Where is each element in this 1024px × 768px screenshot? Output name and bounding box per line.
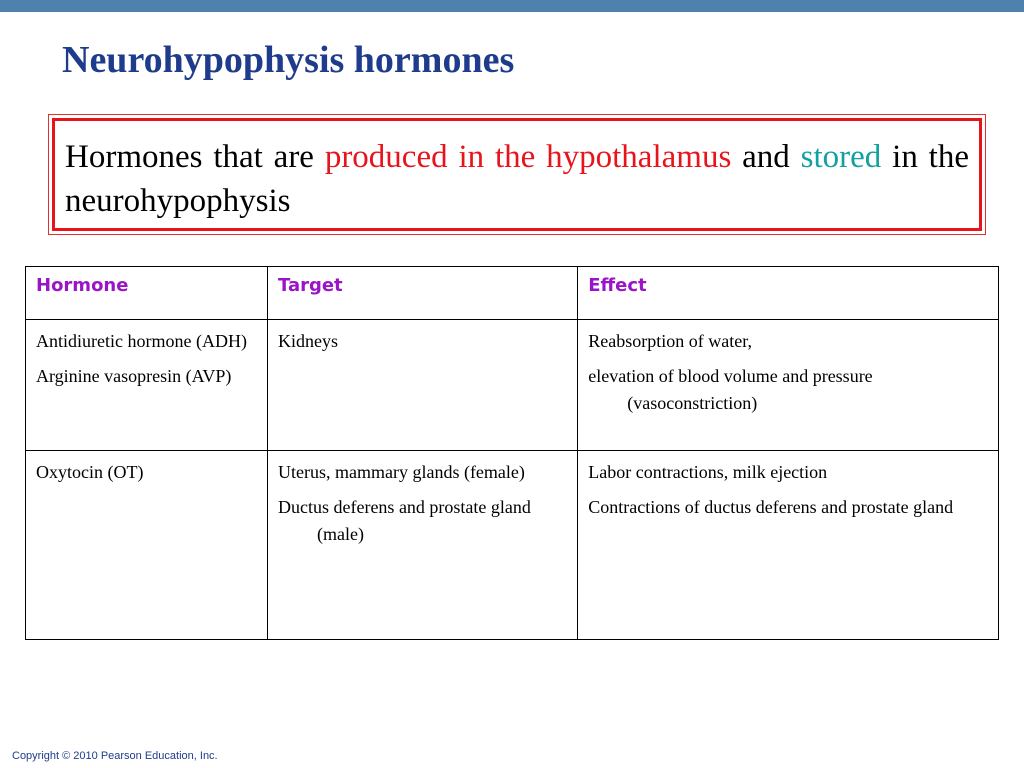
effect-entry: Labor contractions, milk ejection bbox=[588, 462, 828, 482]
callout-text-1: Hormones that are bbox=[65, 139, 325, 175]
table-header-row bbox=[26, 267, 999, 320]
callout-highlight-stored: stored bbox=[800, 139, 882, 175]
callout-highlight-produced: produced in the hypothalamus bbox=[324, 139, 732, 175]
callout-text-2: and bbox=[731, 139, 801, 175]
hormone-entry: Oxytocin (OT) bbox=[36, 462, 144, 482]
target-entry: Ductus deferens and prostate gland (male) bbox=[277, 497, 531, 544]
callout-text-3: in the neurohypophysis bbox=[65, 139, 969, 219]
cell-hormone bbox=[26, 320, 268, 451]
hormone-entry: Antidiuretic hormone (ADH) bbox=[36, 331, 247, 351]
definition-text bbox=[52, 118, 982, 231]
hormone-entry: Arginine vasopresin (AVP) bbox=[36, 366, 232, 386]
cell-effect bbox=[578, 451, 999, 640]
slide-title: Neurohypophysis hormones bbox=[62, 39, 515, 81]
hormone-table bbox=[25, 266, 999, 640]
copyright-notice: Copyright © 2010 Pearson Education, Inc. bbox=[12, 750, 218, 762]
target-entry: Kidneys bbox=[277, 331, 338, 351]
header-effect: Effect bbox=[578, 267, 999, 320]
cell-target bbox=[267, 451, 577, 640]
effect-entry: Reabsorption of water, bbox=[588, 331, 752, 351]
target-entry: Uterus, mammary glands (female) bbox=[277, 462, 525, 482]
table-row bbox=[26, 320, 999, 451]
cell-hormone bbox=[26, 451, 268, 640]
effect-entry: elevation of blood volume and pressure (vasoconstriction) bbox=[588, 366, 873, 413]
effect-entry: Contractions of ductus deferens and prostate gland bbox=[588, 497, 954, 517]
cell-target bbox=[267, 320, 577, 451]
table-row bbox=[26, 451, 999, 640]
top-accent-bar bbox=[0, 0, 1024, 12]
header-hormone: Hormone bbox=[26, 267, 268, 320]
cell-effect bbox=[578, 320, 999, 451]
header-target: Target bbox=[267, 267, 577, 320]
definition-callout bbox=[48, 114, 986, 235]
